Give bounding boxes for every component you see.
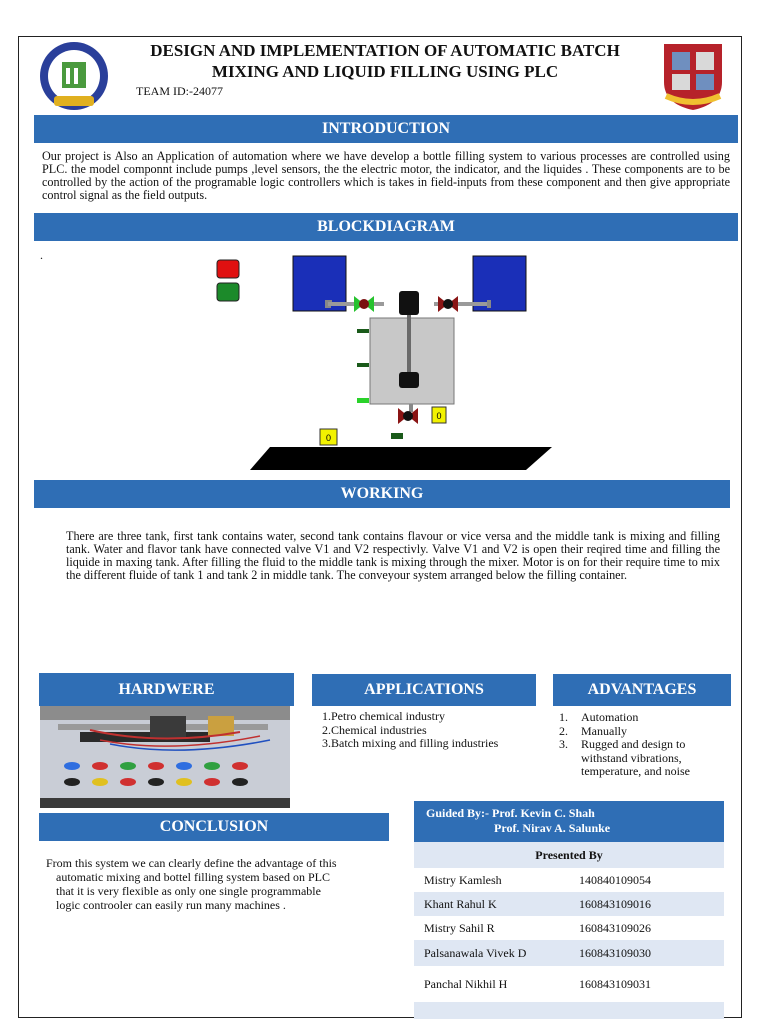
indicator-left-value: 0 — [325, 433, 332, 443]
working-heading: WORKING — [34, 480, 730, 508]
conclusion-text: From this system we can clearly define the advantage of this automatic mixing and bottel filling system based on PLC that it is very flexible as only one single programmable logic controoler can easily run many machines . — [46, 856, 337, 912]
applications-list — [322, 710, 498, 751]
university-logo-right — [656, 38, 730, 112]
college-logo-left — [32, 40, 116, 112]
introduction-heading: INTRODUCTION — [34, 115, 738, 143]
applications-heading: APPLICATIONS — [312, 674, 536, 706]
table-row: Khant Rahul K 160843109016 — [414, 892, 724, 916]
conclusion-heading: CONCLUSION — [39, 813, 389, 841]
stray-dot: . — [40, 248, 43, 262]
application-item: 2.Chemical industries — [322, 722, 427, 737]
table-row: Mistry Kamlesh 140840109054 — [414, 868, 724, 892]
indicator-right-value: 0 — [436, 411, 442, 421]
block-diagram — [210, 250, 560, 472]
green-indicator-lamp — [217, 283, 239, 301]
level-sensor-mid — [357, 363, 369, 367]
mixer-blade — [399, 372, 419, 388]
mixer-motor — [399, 291, 419, 315]
conveyor-sensor — [391, 433, 403, 439]
team-id: TEAM ID:-24077 — [136, 84, 223, 98]
guide-2: Prof. Nirav A. Salunke — [494, 821, 611, 835]
introduction-text: Our project is Also an Application of automation where we have develop a bottle filling system to various processes are controlled using PLC. the model componnt include pumps ,level sensors, the the electric motor, the indicator, and the liquides . These components are to be controlled by the action of the programable logic controllers which is takes in field-inputs from these component and then give appropriate control signal as the field outputs. — [42, 149, 730, 202]
level-sensor-high — [357, 329, 369, 333]
conveyor-belt — [250, 447, 552, 470]
guide-1: Guided By:- Prof. Kevin C. Shah — [426, 806, 595, 820]
guided-by — [414, 801, 724, 842]
application-item: 3.Batch mixing and filling industries — [322, 736, 499, 750]
hardware-heading: HARDWERE — [39, 673, 294, 706]
hardware-photo — [40, 706, 290, 808]
table-row: Mistry Sahil R 160843109026 — [414, 916, 724, 940]
table-row: Panchal Nikhil H 160843109031 — [414, 966, 724, 1002]
mixing-tank — [370, 318, 454, 404]
table-row: Palsanawala Vivek D 160843109030 — [414, 940, 724, 966]
advantage-item: 3. Rugged and design to withstand vibrations, temperature, and noise — [559, 737, 690, 778]
red-indicator-lamp — [217, 260, 239, 278]
application-item: 1.Petro chemical industry — [322, 709, 445, 723]
advantages-list — [559, 711, 690, 779]
title-line-2: MIXING AND LIQUID FILLING USING PLC — [211, 62, 559, 81]
presented-by-header: Presented By — [414, 842, 724, 868]
working-text: There are three tank, first tank contains water, second tank contains flavour or vice versa and the middle tank is mixing and filling tank. Water and flavor tank have connected valve V1 and V2 respectivly. Valve V1 and V2 is open their reqired time and filling the liquide in maxing tank. After filling the fluid to the middle tank is mixing through the mixer. Motor is on for their require time to mix the different fluide of tank 1 and tank 2 in middle tank. The conveyour system arranged below the filling container. — [66, 529, 720, 582]
poster-title — [120, 40, 650, 82]
blockdiagram-heading: BLOCKDIAGRAM — [34, 213, 738, 241]
title-line-1: DESIGN AND IMPLEMENTATION OF AUTOMATIC BATCH — [150, 41, 620, 60]
advantage-item: 2. Manually — [559, 723, 627, 738]
advantage-item: 1. Automation — [559, 710, 639, 724]
level-sensor-low — [357, 398, 369, 403]
advantages-heading: ADVANTAGES — [553, 674, 731, 706]
